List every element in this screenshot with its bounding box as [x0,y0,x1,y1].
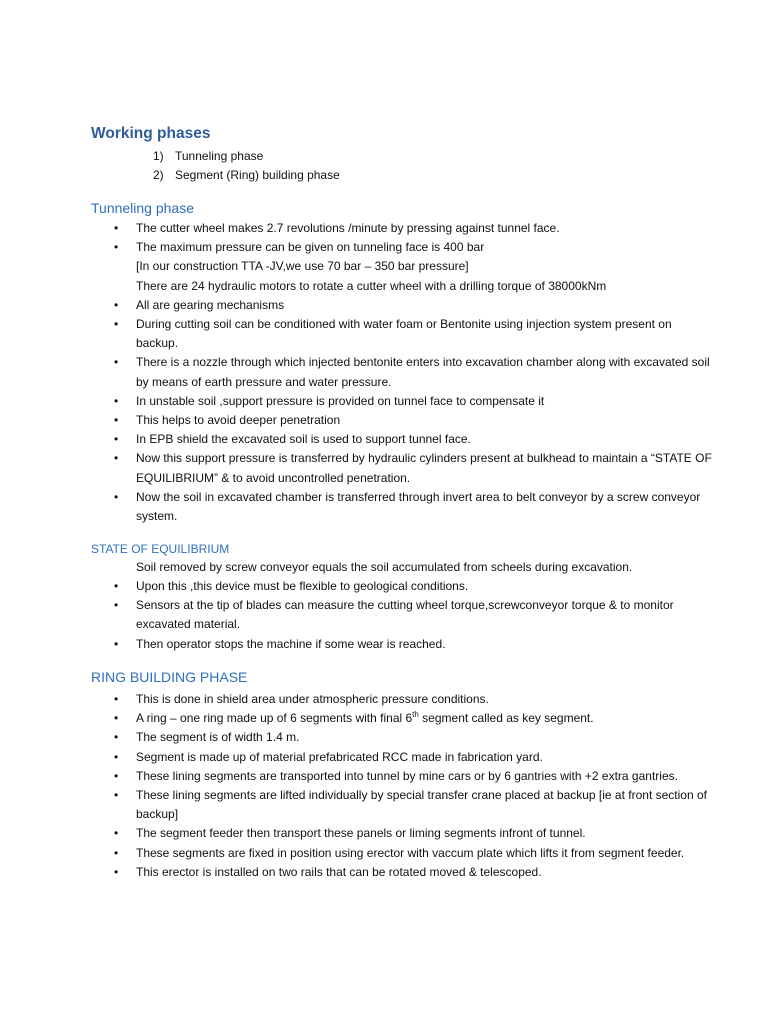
equilibrium-intro: Soil removed by screw conveyor equals the soil accumulated from scheels during excavation. [136,560,633,574]
working-phases-heading: Working phases [91,125,211,142]
bullet: • [114,579,119,593]
list-item: • In EPB shield the excavated soil is used to support tunnel face. [114,430,714,449]
bullet: • [114,393,119,408]
pressure-note: [In our construction TTA -JV,we use 70 bar – 350 bar pressure] [136,259,469,274]
bullet: • [114,355,119,370]
bullet: • [114,826,119,841]
list-item: • Now the soil in excavated chamber is transferred through invert area to belt conveyor by a screw conveyor system. [114,489,701,524]
bullet: • [114,221,119,235]
state-of-equilibrium-heading: STATE OF EQUILIBRIUM [91,542,230,556]
phase-text: Tunneling phase [175,149,264,163]
list-item: • This helps to avoid deeper penetration [114,411,714,430]
bullet: • [114,451,119,466]
list-item: • This erector is installed on two rails that can be rotated moved & telescoped. [114,863,714,882]
phase-list-item [153,166,340,185]
bullet: • [114,864,119,879]
list-item: • Upon this ,this device must be flexible to geological conditions. [114,577,714,596]
bullet: • [114,845,119,860]
bullet: • [114,598,119,613]
bullet: • [114,730,119,745]
list-item: • There is a nozzle through which injected bentonite enters into excavation chamber along with excavated soil by means of earth pressure and water pressure. [114,355,710,389]
list-item: • The maximum pressure can be given on tunneling face is 400 bar [In our construction TTA -JV,we use 70 bar – 350 bar pressure] There are 24 hydraulic motors to rotate a cutter wheel with a drilling torque of 38000kNm [114,240,607,293]
bullet: • [114,489,119,504]
list-item: • These lining segments are lifted individually by special transfer crane placed at backup [ie at front section of backup] [114,788,707,822]
list-item: • Segment is made up of material prefabricated RCC made in fabrication yard. [114,748,714,767]
phase-number: 1) [153,149,164,163]
list-item: • A ring – one ring made up of 6 segments with final 6th segment called as key segment. [114,709,714,728]
tunneling-phase-heading: Tunneling phase [91,200,195,216]
list-item: • Sensors at the tip of blades can measure the cutting wheel torque,screwconveyor torque & to monitor excavated material. [114,598,674,632]
list-item: • In unstable soil ,support pressure is provided on tunnel face to compensate it [114,392,714,411]
list-item: • These segments are fixed in position using erector with vaccum plate which lifts it from segment feeder. [114,844,714,863]
tunneling-bullet-list [114,219,714,526]
bullet: • [114,413,119,428]
bullet: • [114,432,119,447]
list-item: • All are gearing mechanisms [114,296,714,315]
bullet: • [114,240,119,255]
bullet: • [114,711,119,726]
list-item: • The segment feeder then transport these panels or liming segments infront of tunnel. [114,824,714,843]
phase-list-item [153,147,263,166]
bullet: • [114,317,119,332]
bullet: • [114,636,119,651]
equilibrium-bullet-list [114,577,714,654]
list-item: • The cutter wheel makes 2.7 revolutions /minute by pressing against tunnel face. [114,219,714,238]
phase-number: 2) [153,168,164,182]
bullet: • [114,788,119,803]
list-item: • The segment is of width 1.4 m. [114,728,714,747]
phase-text: Segment (Ring) building phase [175,168,340,182]
ring-building-phase-heading: RING BUILDING PHASE [91,669,248,685]
list-item: • These lining segments are transported into tunnel by mine cars or by 6 gantries with +2 extra gantries. [114,767,714,786]
list-item: • Then operator stops the machine if some wear is reached. [114,635,714,654]
bullet: • [114,768,119,783]
bullet: • [114,749,119,764]
list-item: • This is done in shield area under atmospheric pressure conditions. [114,690,714,709]
bullet: • [114,692,119,706]
ring-bullet-list [114,690,714,882]
list-item: • During cutting soil can be conditioned with water foam or Bentonite using injection system present on backup. [114,317,672,351]
motors-note: There are 24 hydraulic motors to rotate a cutter wheel with a drilling torque of 38000kNm [136,278,607,293]
bullet: • [114,297,119,312]
list-item: • Now this support pressure is transferred by hydraulic cylinders present at bulkhead to maintain a “STATE OF EQUILIBRIUM” & to avoid uncontrolled penetration. [114,451,712,485]
